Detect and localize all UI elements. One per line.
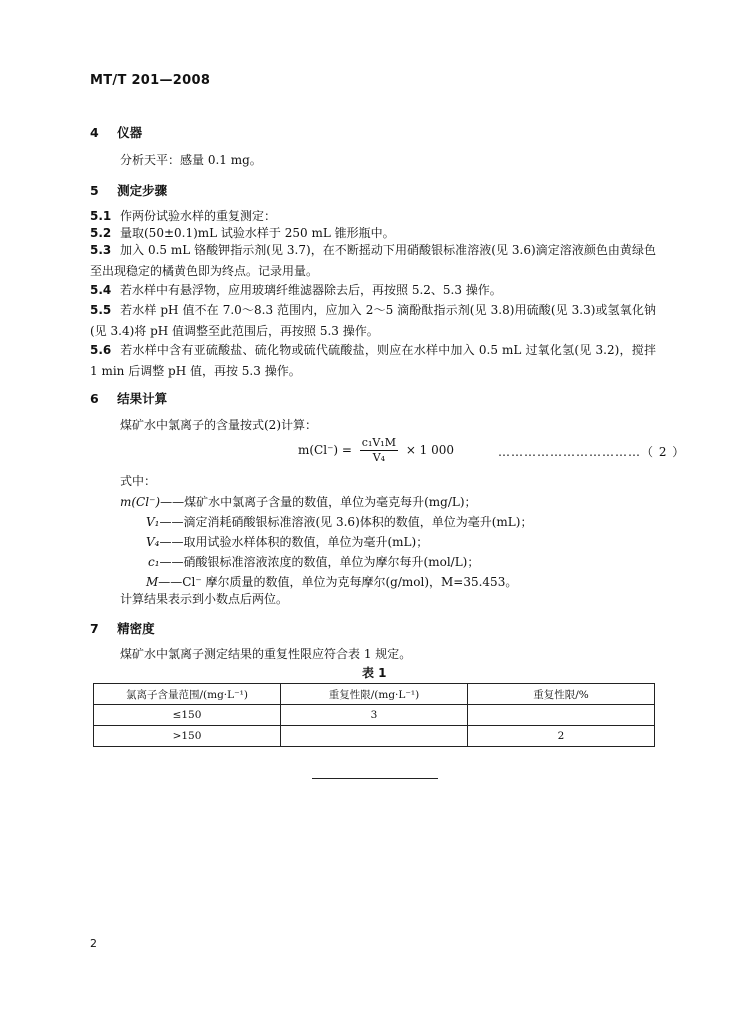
section-4-text: 分析天平：感量 0.1 mg。 bbox=[120, 153, 262, 167]
definition-m-molar bbox=[146, 573, 517, 590]
where-label: 式中： bbox=[120, 474, 157, 488]
table-cell: >150 bbox=[94, 726, 281, 747]
section-title: 测定步骤 bbox=[117, 183, 168, 198]
definition-symbol: V₄ bbox=[146, 535, 160, 549]
clause-text: 加入 0.5 mL 铬酸钾指示剂(见 3.7)，在不断摇动下用硝酸银标准溶液(见 3.6)滴定溶液颜色由黄绿色至出现稳定的橘黄色即为终点。记录用量。 bbox=[90, 243, 656, 278]
clause-5-3 bbox=[90, 240, 656, 282]
definition-c1 bbox=[148, 553, 479, 570]
table-header-cell: 氯离子含量范围/(mg·L⁻¹) bbox=[94, 684, 281, 705]
clause-text: 若水样中含有亚硫酸盐、硫化物或硫代硫酸盐，则应在水样中加入 0.5 mL 过氧化氢(见 3.2)，搅拌 1 min 后调整 pH 值，再按 5.3 操作。 bbox=[90, 343, 656, 378]
formula-lhs: m(Cl⁻) = bbox=[298, 443, 352, 457]
table-row bbox=[94, 705, 655, 726]
clause-5-6 bbox=[90, 340, 656, 382]
section-4-heading bbox=[90, 123, 142, 141]
table-cell bbox=[281, 726, 468, 747]
definition-text: ——硝酸银标准溶液浓度的数值，单位为摩尔每升(mol/L)； bbox=[159, 555, 480, 569]
table-cell: 2 bbox=[468, 726, 655, 747]
formula-fraction bbox=[360, 436, 398, 465]
definition-text: ——煤矿水中氯离子含量的数值，单位为毫克每升(mg/L)； bbox=[160, 495, 477, 509]
clause-number: 5.1 bbox=[90, 209, 112, 223]
definition-v1 bbox=[146, 513, 532, 530]
table-cell: ≤150 bbox=[94, 705, 281, 726]
clause-number: 5.4 bbox=[90, 283, 112, 297]
section-number: 6 bbox=[90, 391, 99, 406]
definition-m bbox=[120, 493, 477, 510]
precision-intro: 煤矿水中氯离子测定结果的重复性限应符合表 1 规定。 bbox=[120, 647, 412, 661]
document-header: MT/T 201—2008 bbox=[90, 73, 211, 88]
clause-number: 5.3 bbox=[90, 243, 112, 257]
rounding-note: 计算结果表示到小数点后两位。 bbox=[120, 592, 289, 606]
definition-symbol: M bbox=[146, 575, 159, 589]
definition-v4 bbox=[146, 533, 428, 550]
repeatability-table bbox=[93, 683, 655, 747]
formula-intro: 煤矿水中氯离子的含量按式(2)计算： bbox=[120, 418, 317, 432]
definition-symbol: c₁ bbox=[148, 555, 160, 569]
section-title: 结果计算 bbox=[117, 391, 168, 406]
table-title: 表 1 bbox=[362, 666, 387, 680]
clause-text: 作两份试验水样的重复测定： bbox=[120, 209, 277, 223]
table-header-cell: 重复性限/(mg·L⁻¹) bbox=[281, 684, 468, 705]
table-cell bbox=[468, 705, 655, 726]
formula-rhs: × 1 000 bbox=[405, 443, 455, 457]
end-rule bbox=[312, 778, 438, 779]
equation-number: ……………………………（ 2 ） bbox=[498, 445, 686, 459]
clause-number: 5.6 bbox=[90, 343, 112, 357]
definition-symbol: m(Cl⁻) bbox=[120, 495, 161, 509]
clause-5-5 bbox=[90, 300, 656, 342]
definition-text: ——滴定消耗硝酸银标准溶液(见 3.6)体积的数值，单位为毫升(mL)； bbox=[159, 515, 533, 529]
section-number: 4 bbox=[90, 125, 99, 140]
clause-5-4 bbox=[90, 280, 656, 301]
section-number: 5 bbox=[90, 183, 99, 198]
section-title: 仪器 bbox=[117, 125, 143, 140]
table-header-row bbox=[94, 684, 655, 705]
formula-denominator: V₄ bbox=[372, 451, 386, 464]
section-title: 精密度 bbox=[117, 621, 155, 636]
section-number: 7 bbox=[90, 621, 99, 636]
section-5-heading bbox=[90, 181, 167, 199]
definition-symbol: V₁ bbox=[146, 515, 160, 529]
clause-text: 若水样中有悬浮物，应用玻璃纤维滤器除去后，再按照 5.2、5.3 操作。 bbox=[120, 283, 502, 297]
clause-number: 5.5 bbox=[90, 303, 112, 317]
page-number: 2 bbox=[90, 937, 97, 950]
clause-text: 若水样 pH 值不在 7.0～8.3 范围内，应加入 2～5 滴酚酞指示剂(见 3.8)用硫酸(见 3.3)或氢氧化钠(见 3.4)将 pH 值调整至此范围后，再按照 5.3 操作。 bbox=[90, 303, 656, 338]
definition-text: ——Cl⁻ 摩尔质量的数值，单位为克每摩尔(g/mol)，M=35.453。 bbox=[158, 575, 518, 589]
table-row bbox=[94, 726, 655, 747]
clause-text: 量取(50±0.1)mL 试验水样于 250 mL 锥形瓶中。 bbox=[120, 226, 395, 240]
clause-number: 5.2 bbox=[90, 226, 112, 240]
formula-2 bbox=[298, 436, 454, 465]
table-header-cell: 重复性限/% bbox=[468, 684, 655, 705]
table-cell: 3 bbox=[281, 705, 468, 726]
definition-text: ——取用试验水样体积的数值，单位为毫升(mL)； bbox=[159, 535, 429, 549]
section-6-heading bbox=[90, 389, 167, 407]
section-7-heading bbox=[90, 619, 155, 637]
formula-numerator: c₁V₁M bbox=[361, 436, 396, 449]
